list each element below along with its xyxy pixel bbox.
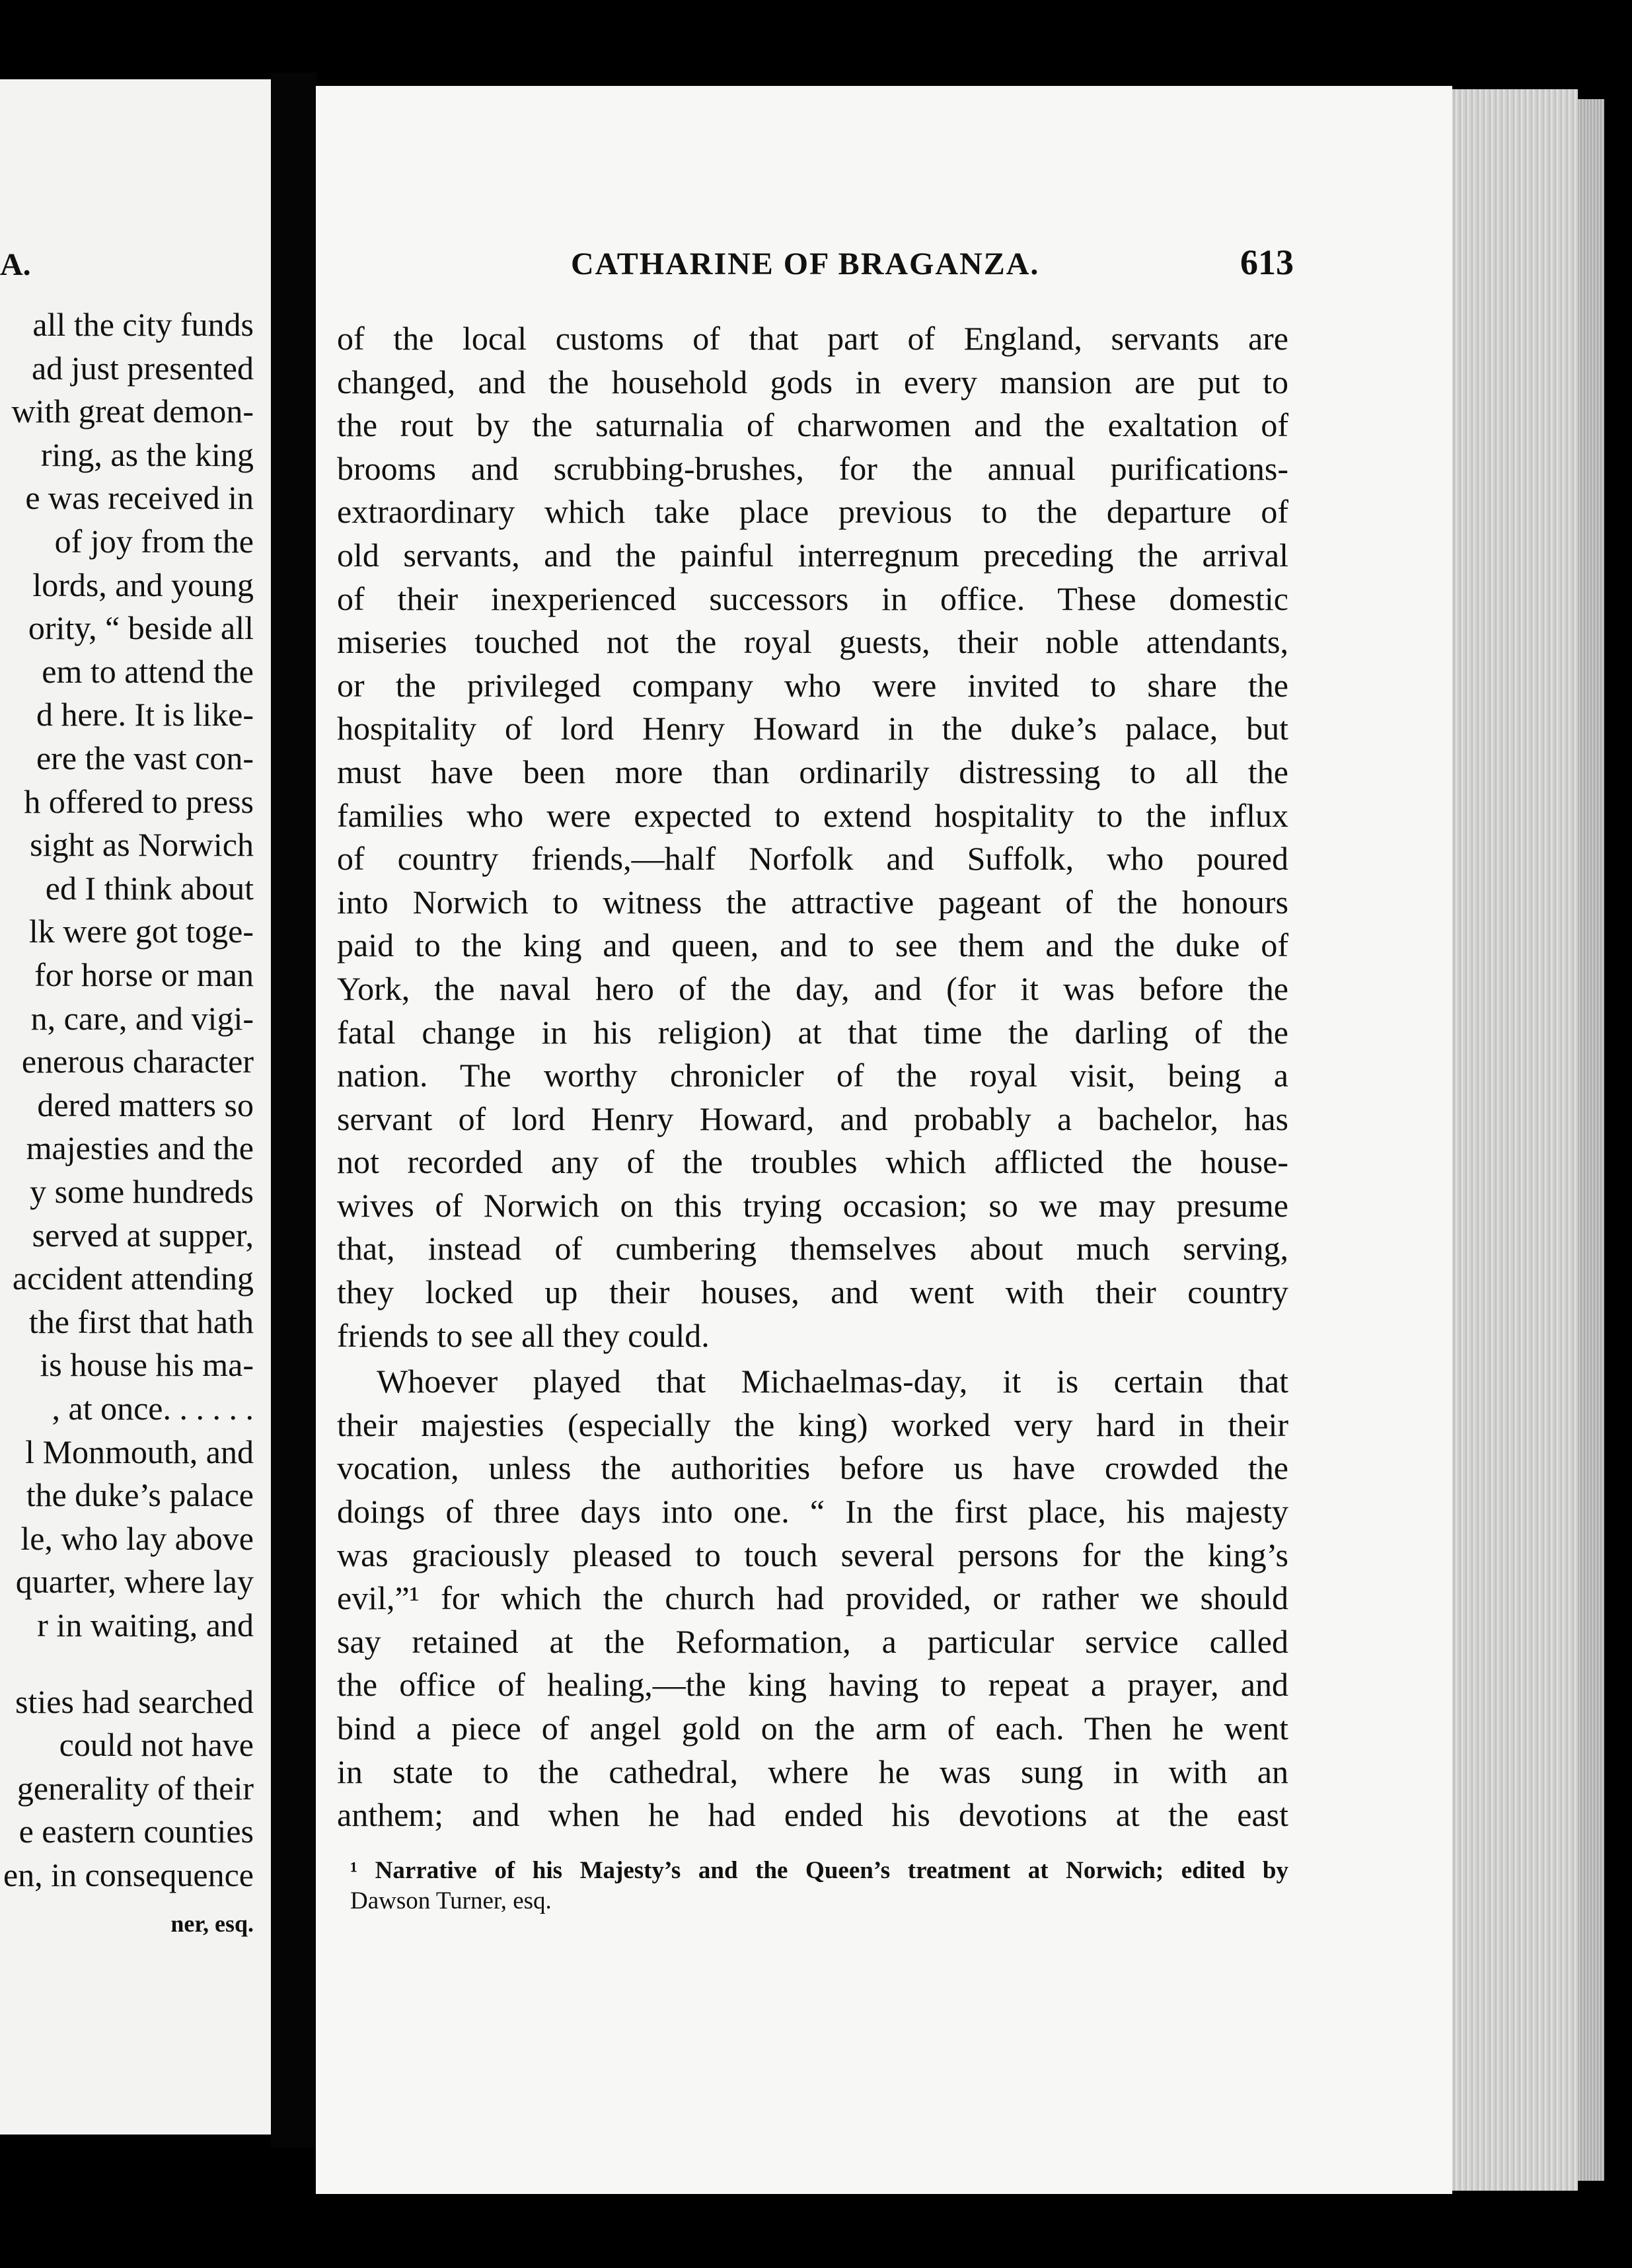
left-page-line: dered matters so (37, 1086, 254, 1123)
running-head-title: CATHARINE OF BRAGANZA. (571, 246, 1040, 282)
body-line: of their inexperienced successors in office. These domestic (337, 580, 1288, 617)
body-line: fatal change in his religion) at that time the darling of the (337, 1013, 1288, 1051)
left-page-line: could not have (59, 1726, 254, 1764)
left-page-line: e was received in (25, 479, 254, 517)
left-page (0, 79, 278, 2135)
body-line: into Norwich to witness the attractive pageant of the honours (337, 883, 1288, 921)
footnote (350, 1856, 1288, 1916)
left-page-line: generality of their (17, 1769, 254, 1807)
left-page-line: sight as Norwich (30, 826, 254, 864)
left-page-line: the duke’s palace (26, 1476, 254, 1514)
body-line: the office of healing,—the king having to repeat a prayer, and (337, 1666, 1288, 1704)
body-line: York, the naval hero of the day, and (for it was before the (337, 969, 1288, 1007)
body-line: friends to see all they could. (337, 1316, 710, 1354)
body-line: was graciously pleased to touch several persons for the king’s (337, 1536, 1288, 1573)
left-page-line: , at once. . . . . . (52, 1390, 254, 1427)
book-gutter (271, 73, 317, 2148)
body-line: Whoever played that Michaelmas-day, it is certain that (377, 1363, 1288, 1400)
left-page-line: is house his ma- (40, 1346, 254, 1384)
running-head (316, 243, 1294, 292)
body-line: evil,”¹ for which the church had provided, or rather we should (337, 1579, 1288, 1617)
left-page-line: h offered to press (24, 782, 254, 820)
left-page-line: quarter, where lay (15, 1563, 254, 1601)
footnote-line: Dawson Turner, esq. (350, 1887, 552, 1914)
body-line: paid to the king and queen, and to see them and the duke of (337, 926, 1288, 964)
body-line: families who were expected to extend hospitality to the influx (337, 796, 1288, 834)
body-line: extraordinary which take place previous to the departure of (337, 493, 1288, 531)
body-line: must have been more than ordinarily distressing to all the (337, 753, 1288, 790)
left-page-line: le, who lay above (20, 1519, 254, 1557)
body-line: their majesties (especially the king) worked very hard in their (337, 1406, 1288, 1443)
left-page-line: all the city funds (32, 306, 254, 343)
body-line: old servants, and the painful interregnum preceding the arrival (337, 536, 1288, 574)
left-page-line: l Monmouth, and (25, 1433, 254, 1470)
left-page-line: sties had searched (15, 1682, 254, 1720)
body-line: say retained at the Reformation, a particular service called (337, 1622, 1288, 1660)
body-line: nation. The worthy chronicler of the royal visit, being a (337, 1057, 1288, 1094)
left-page-line: r in waiting, and (37, 1606, 254, 1644)
body-line: hospitality of lord Henry Howard in the duke’s palace, but (337, 710, 1288, 747)
body-line: miseries touched not the royal guests, their noble attendants, (337, 623, 1288, 661)
body-line: or the privileged company who were invited to share the (337, 666, 1288, 704)
left-page-line: em to attend the (42, 652, 254, 690)
body-line: anthem; and when he had ended his devotions at the east (337, 1796, 1288, 1834)
left-page-line: y some hundreds (30, 1173, 254, 1210)
left-page-line: served at supper, (32, 1216, 254, 1254)
left-page-line: ring, as the king (40, 435, 254, 473)
left-page-line: ere the vast con- (36, 739, 254, 776)
body-line: bind a piece of angel gold on the arm of each. Then he went (337, 1710, 1288, 1747)
body-line: vocation, unless the authorities before us have crowded the (337, 1449, 1288, 1487)
left-page-line: with great demon- (11, 393, 254, 430)
body-line: brooms and scrubbing-brushes, for the annual purifications- (337, 449, 1288, 487)
left-page-line: the first that hath (28, 1303, 254, 1340)
left-page-line: d here. It is like- (36, 696, 254, 734)
body-line: changed, and the household gods in every mansion are put to (337, 363, 1288, 400)
page-edges-outer (1578, 99, 1604, 2181)
left-page-line: of joy from the (54, 523, 254, 560)
body-line: not recorded any of the troubles which afflicted the house- (337, 1143, 1288, 1181)
left-page-line: ed I think about (45, 869, 254, 907)
left-page-line: lk were got toge- (28, 913, 254, 950)
left-page-line: ner, esq. (170, 1910, 254, 1937)
body-line: wives of Norwich on this trying occasion; so we may presume (337, 1186, 1288, 1224)
body-line: the rout by the saturnalia of charwomen and the exaltation of (337, 406, 1288, 444)
left-page-line: en, in consequence (3, 1856, 254, 1893)
left-page-line: A. (0, 247, 31, 282)
page-edges (1452, 89, 1578, 2191)
body-line: of the local customs of that part of England, servants are (337, 320, 1288, 357)
body-line: doings of three days into one. “ In the first place, his majesty (337, 1493, 1288, 1531)
left-page-line: ority, “ beside all (28, 609, 254, 647)
body-line: that, instead of cumbering themselves about much serving, (337, 1230, 1288, 1267)
left-page-line: for horse or man (34, 956, 254, 993)
footnote-line: ¹ Narrative of his Majesty’s and the Queen’s treatment at Norwich; edited by (350, 1857, 1288, 1884)
body-line: they locked up their houses, and went with their country (337, 1273, 1288, 1311)
left-page-line: lords, and young (32, 566, 254, 603)
left-page-line: enerous character (21, 1043, 254, 1080)
body-line: of country friends,—half Norfolk and Suffolk, who poured (337, 840, 1288, 878)
body-text (337, 317, 1288, 1837)
left-page-line: ad just presented (31, 349, 254, 387)
left-page-line: majesties and the (26, 1129, 254, 1167)
left-page-line: accident attending (12, 1260, 254, 1297)
page-number: 613 (1240, 243, 1294, 282)
body-line: servant of lord Henry Howard, and probably a bachelor, has (337, 1100, 1288, 1137)
body-line: in state to the cathedral, where he was sung in with an (337, 1753, 1288, 1790)
left-page-line: n, care, and vigi- (30, 999, 254, 1037)
left-page-line: e eastern counties (19, 1813, 254, 1850)
